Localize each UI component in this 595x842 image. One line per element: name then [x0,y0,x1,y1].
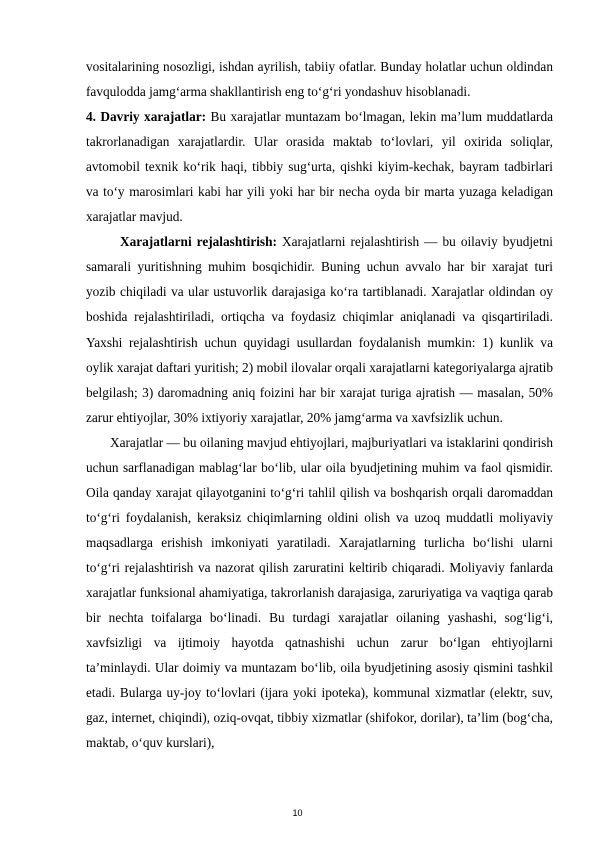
paragraph-1 [86,54,553,104]
paragraph-4-text: Xarajatlar — bu oilaning mavjud ehtiyojlari, majburiyatlari va istaklarini qondirish uchun sarflanadigan mablag‘lar bo‘lib, ular oila byudjetining muhim va faol qismidir. Oila qanday xarajat qilayotganini to‘g‘ri tahlil qilish va boshqarish orqali daromaddan to‘g‘ri foydalanish, keraksiz chiqimlarning oldini olish va uzoq muddatli moliyaviy maqsadlarga erishish imkoniyati yaratiladi. Xarajatlarning turlicha bo‘lishi ularni to‘g‘ri rejalashtirish va nazorat qilish zaruratini keltirib chiqaradi. Moliyaviy fanlarda xarajatlar funksional ahamiyatiga, takrorlanish darajasiga, zaruriyatiga va vaqtiga qarab bir nechta toifalarga bo‘linadi. Bu turdagi xarajatlar oilaning yashashi, sog‘lig‘i, xavfsizligi va ijtimoiy hayotda qatnashishi uchun zarur bo‘lgan ehtiyojlarni ta’minlaydi. Ular doimiy va muntazam bo‘lib, oila byudjetining asosiy qismini tashkil etadi. Bularga uy-joy to‘lovlari (ijara yoki ipoteka), kommunal xizmatlar (elektr, suv, gaz, internet, chiqindi), oziq-ovqat, tibbiy xizmatlar (shifokor, dorilar), ta’lim (bog‘cha, maktab, o‘quv kurslari), [86,434,553,751]
heading-davriy-xarajatlar: 4. Davriy xarajatlar: [86,109,207,125]
paragraph-2 [86,104,553,229]
paragraph-3-text: Xarajatlarni rejalashtirish — bu oilaviy byudjetni samarali yuritishning muhim bosqichidir. Buning uchun avvalo har bir xarajat turi yozib chiqiladi va ular ustuvorlik darajasiga ko‘ra tartiblanadi. Xarajatlar oldindan oy boshida rejalashtiriladi, ortiqcha va foydasiz chiqimlar aniqlanadi va qisqartiriladi. Yaxshi rejalashtirish uchun quyidagi usullardan foydalanish mumkin: 1) kunlik va oylik xarajat daftari yuritish; 2) mobil ilovalar orqali xarajatlarni kategoriyalarga ajratib belgilash; 3) daromadning aniq foizini har bir xarajat turiga ajratish — masalan, 50% zarur ehtiyojlar, 30% ixtiyoriy xarajatlar, 20% jamg‘arma va xavfsizlik uchun. [86,234,553,425]
heading-xarajatlarni-rejalashtirish: Xarajatlarni rejalashtirish: [120,234,277,250]
paragraph-3 [86,229,553,429]
paragraph-2-text: Bu xarajatlar muntazam bo‘lmagan, lekin ma’lum muddatlarda takrorlanadigan xarajatlardir. Ular orasida maktab to‘lovlari, yil oxirida soliqlar, avtomobil texnik ko‘rik haqi, tibbiy sug‘urta, qishki kiyim-kechak, bayram tadbirlari va to‘y marosimlari kabi har yili yoki har bir necha oyda bir marta yuzaga keladigan xarajatlar mavjud. [86,109,553,225]
paragraph-1-text: vositalarining nosozligi, ishdan ayrilish, tabiiy ofatlar. Bunday holatlar uchun oldindan favqulodda jamg‘arma shakllantirish eng to‘g‘ri yondashuv hisoblanadi. [86,59,553,100]
paragraph-4 [86,430,553,756]
page-number: 10 [292,808,303,818]
body-text [86,54,553,755]
